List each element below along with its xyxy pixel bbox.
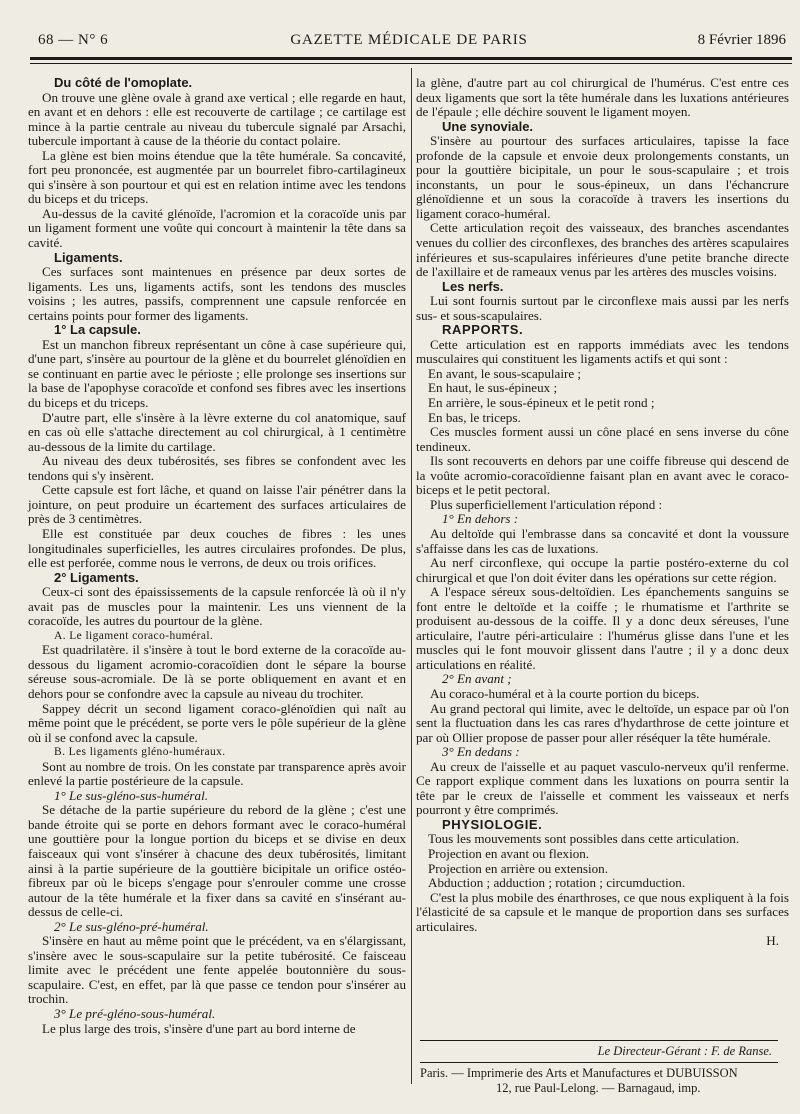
paragraph: C'est la plus mobile des énarthroses, ce que nous expliquent à la fois l'élasticité de sa capsule et le manque de proportion dans ses surfaces articulaires. [416, 889, 789, 934]
paragraph: Se détache de la partie supérieure du rebord de la glène ; c'est une bande étroite qui se porte en dehors formant avec le coraco-huméral une gouttière pour la longue portion du biceps et se divise en deux faisceaux qui vont s'insérer à chacune des deux tubérosités, limitant ainsi à la partie supérieure de la gouttière bicipitale un orifice ostéo-fibreux par où le biceps s'engage pour s'enrouler comme une crosse autour de la tête humérale et la fixer dans sa cavité en s'insérant au-dessus de celle-ci. [28, 802, 406, 920]
paragraph: la glène, d'autre part au col chirurgical de l'humérus. C'est entre ces deux ligaments que sort la tête humérale dans les luxations antérieures de l'épaule ; elle déchire souvent le ligament moyen. [416, 75, 789, 120]
right-column [416, 76, 789, 949]
list-item: En haut, le sus-épineux ; [428, 380, 558, 396]
italic-heading: 2° En avant ; [442, 671, 512, 687]
section-heading: Du côté de l'omoplate. [54, 75, 193, 90]
paragraph: La glène est bien moins étendue que la tête humérale. Sa concavité, fort peu prononcée, est augmentée par un bourrelet fibro-cartilagineux qui s'insère à son pourtour et qui est en relation intime avec les tendons du biceps et du triceps. [28, 147, 406, 207]
paragraph: S'insère au pourtour des surfaces articulaires, tapisse la face profonde de la capsule et envoie deux prolongements constants, un pour la gouttière bicipitale, un pour le sous-scapulaire ; et trois inconstants, un pour le sous-épineux, un dans l'échancrure glénoïdienne et un sous la coracoïde à travers les insertions du ligament coraco-huméral. [416, 133, 789, 221]
paragraph: Ceux-ci sont des épaississements de la capsule renforcée là où il n'y avait pas de muscles pour la maintenir. Les uns viennent de la coracoïde, les autres du pourtour de la glène. [28, 584, 406, 629]
footer-rule-top [420, 1040, 778, 1041]
left-column [28, 76, 406, 1036]
paragraph: Au-dessus de la cavité glénoïde, l'acromion et la coracoïde unis par un ligament forment une voûte qui concourt à maintenir la tête dans sa cavité. [28, 205, 406, 251]
list-item: Projection en arrière ou extension. [428, 860, 608, 876]
page-number: 68 — N° 6 [38, 32, 109, 48]
issue-date: 8 Février 1896 [697, 32, 786, 48]
list-item: En arrière, le sous-épineux et le petit rond ; [428, 395, 655, 411]
physiology-list [416, 832, 789, 890]
printer-line: Paris. — Imprimerie des Arts et Manufactures et DUBUISSON [420, 1066, 738, 1080]
italic-heading: 1° En dehors : [442, 511, 519, 527]
journal-title: GAZETTE MÉDICALE DE PARIS [290, 32, 528, 48]
paragraph: Ces surfaces sont maintenues en présence par deux sortes de ligaments. Les uns, ligaments actifs, sont les tendons des muscles voisins ; les autres, passifs, comprennent une capsule renforcée en certains points pour former des ligaments. [28, 264, 406, 323]
paragraph: Au creux de l'aisselle et au paquet vasculo-nerveux qu'il renferme. Ce rapport explique comment dans les luxations on pourra sentir la tête par le creux de l'aisselle et comment les vaisseaux et nerfs pourront y être comprimés. [416, 758, 789, 818]
subsection-heading: B. Les ligaments gléno-huméraux. [54, 746, 226, 759]
paragraph: Au grand pectoral qui limite, avec le deltoïde, un espace par où l'on sent la fluctuation dans les cas rares d'hydarthrose de cette jointure et par où Ollier propose de passer pour aller réséquer la tête humérale. [416, 700, 789, 745]
paragraph: Cette capsule est fort lâche, et quand on laisse l'air pénétrer dans la jointure, on peut produire un écartement des surfaces articulaires de près de 3 centimètres. [28, 482, 406, 527]
paragraph: Le plus large des trois, s'insère d'une part au bord interne de [42, 1020, 356, 1036]
page-header [26, 30, 792, 52]
list-item: En bas, le triceps. [428, 409, 521, 425]
section-heading: Les nerfs. [442, 278, 504, 294]
paragraph: Au niveau des deux tubérosités, ses fibres se confondent avec les tendons qui s'y insèrent. [28, 453, 406, 483]
printer-imprint [420, 1066, 790, 1096]
list-item: Tous les mouvements sont possibles dans cette articulation. [428, 831, 740, 847]
list-item: En avant, le sous-scapulaire ; [428, 365, 582, 381]
section-heading: RAPPORTS. [442, 322, 524, 338]
paragraph: Sappey décrit un second ligament coraco-glénoïdien qui naît au même point que le précédent, se porte vers le pôle supérieur de la glène où il se confond avec la capsule. [28, 700, 406, 745]
author-signature: H. [766, 933, 779, 949]
paragraph: Ces muscles forment aussi un cône placé en sens inverse du cône tendineux. [416, 424, 789, 454]
list-item: Abduction ; adduction ; rotation ; circumduction. [428, 875, 686, 891]
header-rule [30, 57, 792, 60]
section-heading: 1° La capsule. [54, 322, 141, 338]
paragraph: A l'espace séreux sous-deltoïdien. Les épanchements sanguins se font entre le deltoïde et la coiffe ; le rhumatisme et l'arthrite se produisent au-dessous de la coiffe. Il y a donc deux séreuses, l'une articulaire, l'autre péri-articulaire : l'humérus glisse dans l'une et les muscles qui le font mouvoir glissent dans l'autre ; il y a donc deux articulations en réalité. [416, 584, 789, 672]
italic-heading: 3° En dedans : [442, 744, 520, 760]
paragraph: Est quadrilatère. il s'insère à tout le bord externe de la coracoïde au-dessous du ligament acromio-coracoïdien dont le sépare la bourse séreuse sous-acromiale. De là se porte obliquement en avant et en dehors pour se confondre avec la capsule au niveau du trochiter. [28, 642, 406, 701]
section-heading: Une synoviale. [442, 118, 534, 134]
paragraph: Lui sont fournis surtout par le circonflexe mais aussi par les nerfs sus- et sous-scapulaires. [416, 293, 789, 323]
paragraph: Elle est constituée par deux couches de fibres : les unes longitudinales superficielles, les autres circulaires profondes. De plus, elle est perforée, comme nous le verrons, de deux ou trois orifices. [28, 525, 406, 571]
paragraph: Cette articulation reçoit des vaisseaux, des branches ascendantes venues du collier des circonflexes, des branches des artères scapulaires inférieures et sus-scapulaires inférieures d'une petite branche directe de l'axillaire et de rameaux venus par les artères des muscles voisins. [416, 220, 789, 280]
printer-line: 12, rue Paul-Lelong. — Barnagaud, imp. [496, 1081, 701, 1095]
footer-rule [420, 1062, 778, 1063]
paragraph: Au nerf circonflexe, qui occupe la partie postéro-externe du col chirurgical et que l'on doit éviter dans les opérations sur cette région. [416, 555, 789, 585]
list-item: Projection en avant ou flexion. [428, 845, 590, 861]
paragraph: Au coraco-huméral et à la courte portion du biceps. [430, 685, 700, 701]
subsection-heading: A. Le ligament coraco-huméral. [54, 629, 214, 642]
section-heading: PHYSIOLOGIE. [442, 816, 543, 832]
italic-heading: 1° Le sus-gléno-sus-huméral. [54, 787, 208, 803]
paragraph: Ils sont recouverts en dehors par une coiffe fibreuse qui descend de la voûte acromio-coracoïdienne faisant plan en avant avec le coraco-biceps et le petit pectoral. [416, 453, 789, 498]
rapports-list [416, 367, 789, 425]
paragraph: Cette articulation est en rapports immédiats avec les tendons musculaires qui constituent les ligaments actifs et qui sont : [416, 336, 789, 367]
paragraph: S'insère en haut au même point que le précédent, va en s'élargissant, s'insère avec le sous-scapulaire sur la petite tubérosité. Ce faisceau limite avec le précédent une fente appelée boutonnière du sous-scapulaire. C'est, en effet, par là que passe ce tendon pour s'insérer au trochin. [28, 933, 406, 1007]
italic-heading: 3° Le pré-gléno-sous-huméral. [54, 1006, 216, 1021]
header-rule-thin [30, 63, 792, 64]
paragraph: Sont au nombre de trois. On les constate par transparence après avoir enlevé la partie postérieure de la capsule. [28, 758, 406, 789]
paragraph: Plus superficiellement l'articulation répond : [430, 496, 663, 512]
italic-heading: 2° Le sus-gléno-pré-huméral. [54, 918, 209, 934]
paragraph: D'autre part, elle s'insère à la lèvre externe du col anatomique, sauf en cas où elle s'attache directement au col chirurgical, à 1 centimètre au-dessous de la limite du cartilage. [28, 409, 406, 454]
column-divider [411, 68, 412, 1084]
section-heading: 2° Ligaments. [54, 569, 139, 585]
paragraph: Est un manchon fibreux représentant un cône à case supérieure qui, d'une part, s'insère au pourtour de la glène et du bourrelet glénoïdien en se continuant en partie avec le périoste ; elle prolonge ses insertions sur la base de l'apophyse coracoïde et confond ses fibres avec les insertions du biceps et du triceps. [28, 336, 406, 411]
section-heading: Ligaments. [54, 249, 123, 265]
director-line: Le Directeur-Gérant : F. de Ranse. [597, 1044, 772, 1058]
paragraph: Au deltoïde qui l'embrasse dans sa concavité et dont la voussure s'affaisse dans les cas de luxations. [416, 525, 789, 556]
paragraph: On trouve une glène ovale à grand axe vertical ; elle regarde en haut, en avant et en dehors : elle est recouverte de cartilage ; ce cartilage est mince à la partie centrale au niveau du tubercule signalé par Arsachi, tubercule important à cause de la théorie du contact polaire. [28, 89, 406, 149]
